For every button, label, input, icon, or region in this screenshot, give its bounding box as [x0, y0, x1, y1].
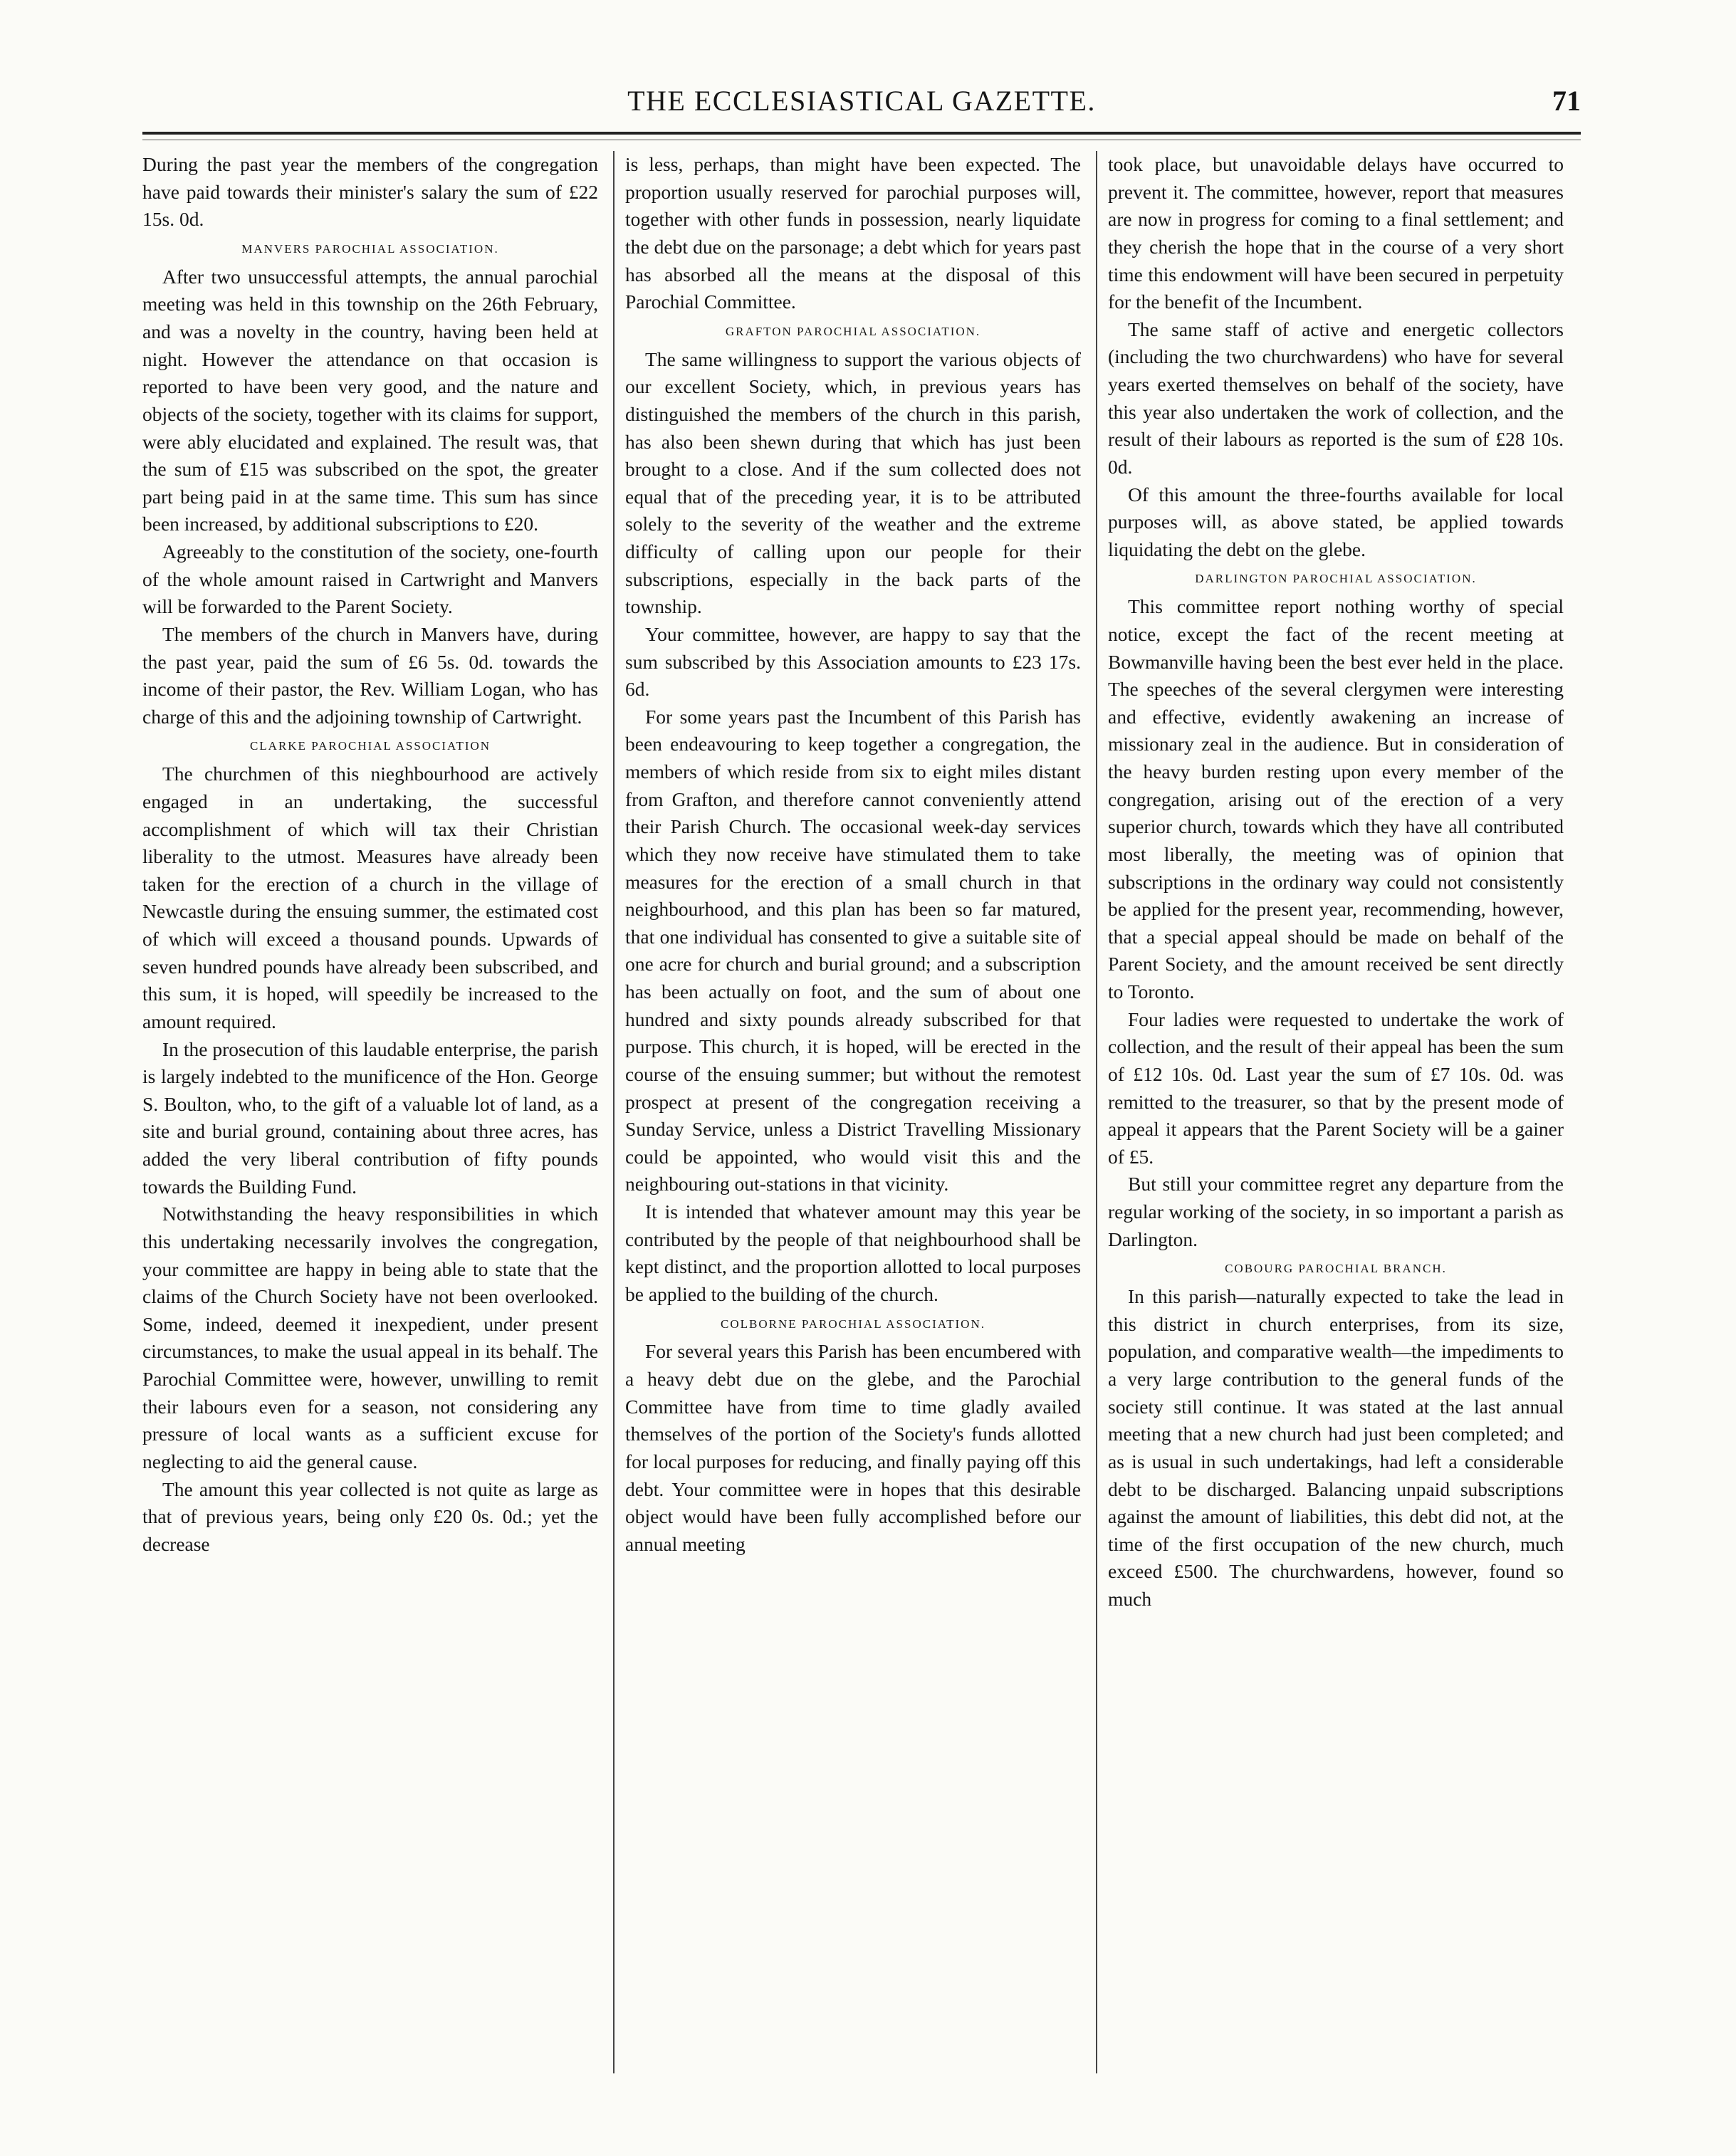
- paragraph: Four ladies were requested to undertake the work of collection, and the result of their appeal has been the sum of £12 10s. 0d. Last year the sum of £7 10s. 0d. was remitted to the treasurer, so that by the present mode of appeal it appears that the Parent Society will be a gainer of £5.: [1108, 1008, 1564, 1168]
- paragraph: The members of the church in Manvers have, during the past year, paid the sum of £6 5s. 0d. towards the income of their pastor, the Rev. William Logan, who has charge of this and the adjoining township of Cartwright.: [142, 622, 598, 728]
- paragraph: took place, but unavoidable delays have occurred to prevent it. The committee, however, report that measures are now in progress for coming to a final settlement; and they cherish the hope that in the course of a very short time this endowment will have been secured in perpetuity for the benefit of the Incumbent.: [1108, 153, 1564, 313]
- paragraph: The same staff of active and energetic collectors (including the two churchwardens) who have for several years exerted themselves on behalf of the society, have this year also undertaken the work of collection, and the result of their labours as reported is the sum of £28 10s. 0d.: [1108, 318, 1564, 478]
- paragraph: In the prosecution of this laudable enterprise, the parish is largely indebted to the munificence of the Hon. George S. Boulton, who, to the gift of a valuable lot of land, as a site and burial ground, containing about three acres, has added the very liberal contribution of fifty pounds towards the Building Fund.: [142, 1037, 598, 1198]
- section-heading: GRAFTON PAROCHIAL ASSOCIATION.: [725, 324, 981, 338]
- paragraph: The amount this year collected is not quite as large as that of previous years, being only £20 0s. 0d.; yet the decrease: [142, 1477, 598, 1555]
- paragraph: During the past year the members of the congregation have paid towards their minister's salary the sum of £22 15s. 0d.: [142, 153, 598, 231]
- paragraph: For several years this Parish has been encumbered with a heavy debt due on the glebe, and the Parochial Committee have from time to time gladly availed themselves of the portion of the Society's funds allotted for local purposes for reducing, and finally paying off this debt. Your committee were in hopes that this desirable object would have been fully accomplished before our annual meeting: [625, 1340, 1081, 1555]
- paragraph: But still your committee regret any departure from the regular working of the society, in so important a parish as Darlington.: [1108, 1173, 1564, 1250]
- paragraph: For some years past the Incumbent of this Parish has been endeavouring to keep together a congregation, the members of which reside from six to eight miles distant from Grafton, and therefore cannot conveniently attend their Parish Church. The occasional week-day services which they now receive have stimulated them to take measures for the erection of a small church in that neighbourhood, and this plan has been so far matured, that one individual has consented to give a suitable site of one acre for church and burial ground; and a subscription has been actually on foot, and the sum of about one hundred and sixty pounds already subscribed for that purpose. This church, it is hoped, will be erected in the course of the ensuing summer; but without the remotest prospect at present of the congregation receiving a Sunday Service, unless a District Travelling Missionary could be appointed, who would visit this and the neighbouring out-stations in that vicinity.: [625, 705, 1081, 1195]
- section-heading: COLBORNE PAROCHIAL ASSOCIATION.: [721, 1317, 985, 1331]
- page-header: [142, 84, 1581, 127]
- paragraph: In this parish—naturally expected to take the lead in this district in church enterprises, from its size, population, and comparative wealth—the impediments to a very large contribution to the general funds of the society still continue. It was stated at the last annual meeting that a new church had just been completed; and as is usual in such undertakings, had left a considerable debt to be discharged. Balancing unpaid subscriptions against the amount of liabilities, this debt did not, at the time of the first occupation of the new church, much exceed £500. The churchwardens, however, found so much: [1108, 1285, 1564, 1610]
- paragraph: The churchmen of this nieghbourhood are actively engaged in an undertaking, the successful accomplishment of which will tax their Christian liberality to the utmost. Measures have already been taken for the erection of a church in the village of Newcastle during the ensuing summer, the estimated cost of which will exceed a thousand pounds. Upwards of seven hundred pounds have already been subscribed, and this sum, it is hoped, will speedily be increased to the amount required.: [142, 763, 598, 1032]
- paragraph: Agreeably to the constitution of the society, one-fourth of the whole amount raised in Cartwright and Manvers will be forwarded to the Parent Society.: [142, 540, 598, 618]
- section-heading: DARLINGTON PAROCHIAL ASSOCIATION.: [1195, 572, 1477, 586]
- paragraph: The same willingness to support the various objects of our excellent Society, which, in previous years has distinguished the members of the church in this parish, has also been shewn during that which has just been brought to a close. And if the sum collected does not equal that of the preceding year, it is to be attributed solely to the severity of the weather and the extreme difficulty of calling upon our people for their subscriptions, especially in the back parts of the township.: [625, 347, 1081, 618]
- paragraph: After two unsuccessful attempts, the annual parochial meeting was held in this township on the 26th February, and was a novelty in the country, having been held at night. However the attendance on that occasion is reported to have been very good, and the nature and objects of the society, together with its claims for support, were ably elucidated and explained. The result was, that the sum of £15 was subscribed on the spot, the greater part being paid in at the same time. This sum has since been increased, by additional subscriptions to £20.: [142, 265, 598, 535]
- header-rule: [142, 132, 1581, 135]
- paragraph: Notwithstanding the heavy responsibilities in which this undertaking necessarily involves the congregation, your committee are happy in being able to state that the claims of the Church Society have not been overlooked. Some, indeed, deemed it inexpedient, under present circumstances, to make the usual appeal in its behalf. The Parochial Committee were, however, unwilling to remit their labours even for a season, not considering any pressure of local wants as a sufficient excuse for neglecting to aid the general cause.: [142, 1203, 598, 1472]
- column-2: [625, 151, 1081, 2109]
- paragraph: is less, perhaps, than might have been expected. The proportion usually reserved for parochial purposes will, together with other funds in possession, nearly liquidate the debt due on the parsonage; a debt which for years past has absorbed all the means at the disposal of this Parochial Committee.: [625, 153, 1081, 313]
- column-1: [142, 151, 598, 2109]
- paragraph: This committee report nothing worthy of special notice, except the fact of the recent meeting at Bowmanville having been the best ever held in the place. The speeches of the several clergymen were interesting and effective, evidently awakening an increase of missionary zeal in the audience. But in consideration of the heavy burden resting upon every member of the congregation, arising out of the erection of a very superior church, towards which they have all contributed most liberally, the meeting was of opinion that subscriptions in the ordinary way could not consistently be applied for the present year, recommending, however, that a special appeal should be made on behalf of the Parent Society, and the amount received be sent directly to Toronto.: [1108, 595, 1564, 1003]
- paragraph: Your committee, however, are happy to say that the sum subscribed by this Association amounts to £23 17s. 6d.: [625, 622, 1081, 701]
- publication-title: THE ECCLESIASTICAL GAZETTE.: [627, 85, 1096, 117]
- column-divider: [1096, 151, 1097, 2073]
- page-number: 71: [1552, 85, 1581, 117]
- section-heading: MANVERS PAROCHIAL ASSOCIATION.: [241, 241, 499, 256]
- section-heading: CLARKE PAROCHIAL ASSOCIATION: [249, 739, 491, 753]
- paragraph: It is intended that whatever amount may this year be contributed by the people of that neighbourhood shall be kept distinct, and the proportion allotted to local purposes be applied to the building of the church.: [625, 1200, 1081, 1305]
- section-heading: COBOURG PAROCHIAL BRANCH.: [1225, 1262, 1447, 1276]
- column-3: [1108, 151, 1564, 2109]
- paragraph: Of this amount the three-fourths available for local purposes will, as above stated, be applied towards liquidating the debt on the glebe.: [1108, 483, 1564, 560]
- column-divider: [613, 151, 615, 2073]
